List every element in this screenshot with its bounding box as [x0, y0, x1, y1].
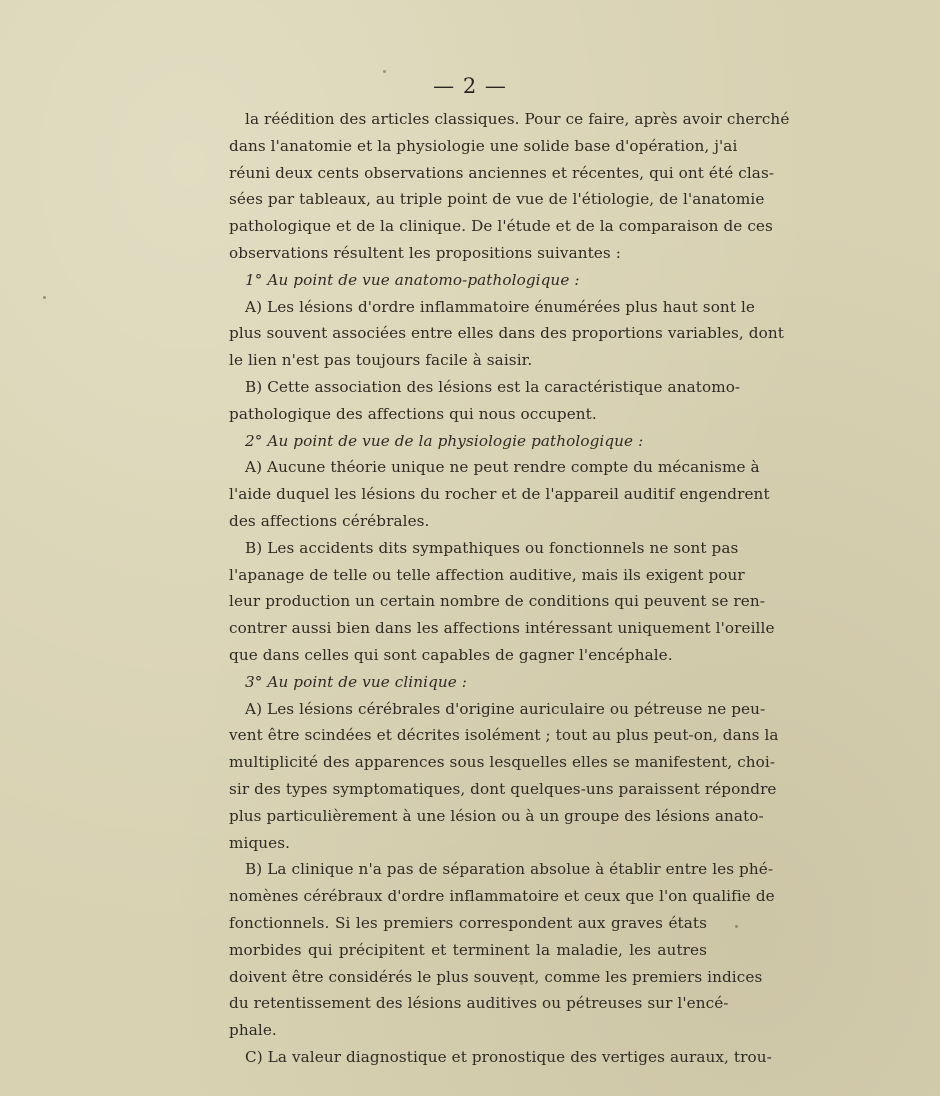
text-line: la réédition des articles classiques. Pour ce faire, après avoir cherché: [245, 110, 790, 128]
text-line: 2° Au point de vue de la physiologie pathologique :: [245, 431, 644, 450]
text-line: observations résultent les propositions suivantes :: [229, 243, 621, 262]
text-line: contrer aussi bien dans les affections intéressant uniquement l'oreille: [229, 619, 775, 638]
text-line: B) La clinique n'a pas de séparation absolue à établir entre les phé-: [245, 860, 774, 879]
text-line: leur production un certain nombre de conditions qui peuvent se ren-: [229, 592, 765, 611]
text-line: 1° Au point de vue anatomo-pathologique :: [245, 270, 580, 289]
paper-speck: [43, 296, 46, 299]
text-line: C) La valeur diagnostique et pronostique des vertiges auraux, trou-: [245, 1047, 772, 1066]
text-line: le lien n'est pas toujours facile à saisir.: [229, 351, 533, 370]
text-line: plus particulièrement à une lésion ou à un groupe des lésions anato-: [229, 806, 764, 825]
text-line: A) Aucune théorie unique ne peut rendre compte du mécanisme à: [245, 458, 760, 477]
paragraph: [229, 696, 779, 857]
text-line: A) Les lésions d'ordre inflammatoire énumérées plus haut sont le: [245, 297, 755, 316]
paragraph: [229, 106, 790, 267]
text-line: miques.: [229, 833, 291, 852]
text-line: phale.: [229, 1021, 277, 1040]
text-line: sir des types symptomatiques, dont quelques-uns paraissent répondre: [229, 779, 777, 798]
paragraph: [229, 454, 770, 534]
text-line: que dans celles qui sont capables de gagner l'encéphale.: [229, 645, 673, 664]
text-line: 3° Au point de vue clinique :: [245, 672, 468, 691]
text-line: nomènes cérébraux d'ordre inflammatoire et ceux que l'on qualifie de: [229, 887, 775, 906]
text-line: vent être scindées et décrites isolément ; tout au plus peut-on, dans la: [229, 726, 779, 745]
text-line: l'aide duquel les lésions du rocher et de l'appareil auditif engendrent: [229, 485, 770, 504]
paragraph: [229, 856, 775, 1044]
text-line: B) Les accidents dits sympathiques ou fonctionnels ne sont pas: [245, 538, 739, 557]
paper-speck: [735, 925, 738, 928]
body-text: [229, 106, 790, 1071]
text-line: du retentissement des lésions auditives ou pétreuses sur l'encé-: [229, 994, 729, 1013]
text-line: l'apanage de telle ou telle affection auditive, mais ils exigent pour: [229, 565, 745, 584]
text-line: morbides qui précipitent et terminent la maladie, les autres: [229, 940, 707, 959]
section-heading: [229, 428, 707, 455]
paragraph: [229, 374, 741, 428]
text-line: réuni deux cents observations anciennes et récentes, qui ont été clas-: [229, 163, 775, 182]
paragraph: [229, 294, 784, 374]
paragraph: [229, 1044, 772, 1071]
text-line: multiplicité des apparences sous lesquelles elles se manifestent, choi-: [229, 753, 776, 772]
paper-speck: [520, 982, 523, 985]
paragraph: [229, 535, 775, 669]
text-line: dans l'anatomie et la physiologie une solide base d'opération, j'ai: [229, 136, 738, 155]
section-heading: [229, 669, 707, 696]
text-line: sées par tableaux, au triple point de vue de l'étiologie, de l'anatomie: [229, 190, 765, 209]
text-line: des affections cérébrales.: [229, 511, 430, 530]
text-line: fonctionnels. Si les premiers correspondent aux graves états: [229, 913, 707, 932]
text-line: pathologique et de la clinique. De l'étude et de la comparaison de ces: [229, 217, 773, 236]
text-line: doivent être considérés le plus souvent, comme les premiers indices: [229, 967, 763, 986]
text-line: plus souvent associées entre elles dans des proportions variables, dont: [229, 324, 784, 343]
paper-speck: [383, 70, 386, 73]
text-line: pathologique des affections qui nous occupent.: [229, 404, 597, 423]
text-line: B) Cette association des lésions est la caractéristique anatomo-: [245, 377, 741, 396]
text-line: A) Les lésions cérébrales d'origine auriculaire ou pétreuse ne peu-: [245, 699, 766, 718]
section-heading: [229, 267, 707, 294]
page-number: — 2 —: [433, 74, 507, 98]
